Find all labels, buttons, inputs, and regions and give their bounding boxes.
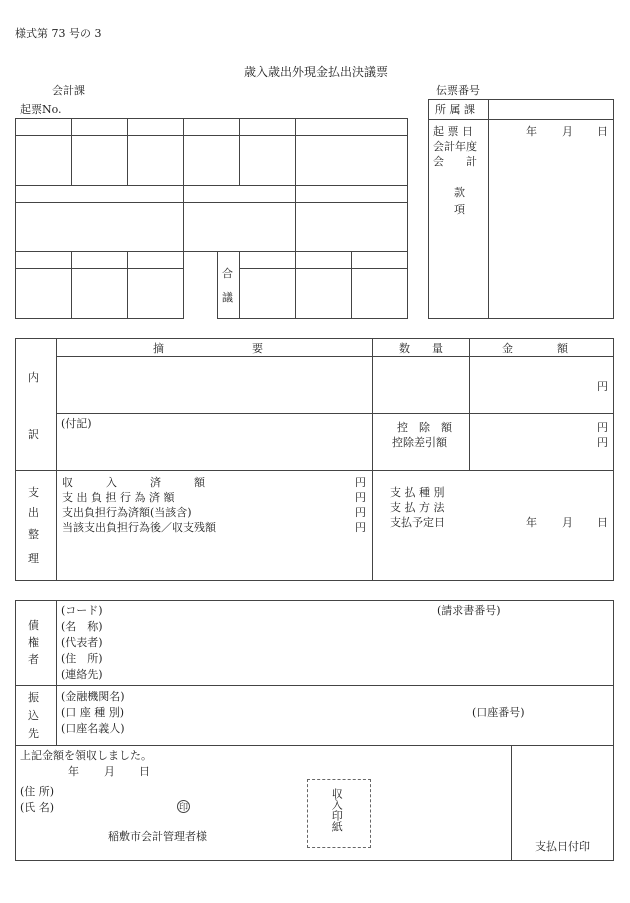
receipt-address: (住 所) [20,785,55,798]
transfer-side-2: 込 [28,709,39,722]
received-yen: 円 [355,476,366,489]
draft-no-label: 起票No. [20,103,62,116]
addressee: 稲敷市会計管理者様 [108,830,207,843]
draft-date-month: 月 [562,125,573,138]
voucher-no-label: 伝票番号 [436,84,480,97]
pay-type-label: 支 払 種 別 [390,486,445,499]
seal-mark: 印 [177,800,190,813]
receipt-month: 月 [104,765,115,778]
invoice-no-label: (請求書番号) [437,604,501,617]
balance-after-yen: 円 [355,521,366,534]
col-summary: 摘 要 [153,342,263,355]
pay-date-month: 月 [562,516,573,529]
payment-side-4: 理 [28,552,39,565]
breakdown-table [15,338,614,581]
receipt-name: (氏 名) [20,801,55,814]
creditor-side-2: 権 [28,636,39,649]
breakdown-side-1: 内 [28,371,39,384]
approval-gou: 合 [222,267,233,280]
pay-date-year: 年 [526,516,537,529]
account-type: (口 座 種 別) [61,706,125,719]
committed-yen: 円 [355,491,366,504]
creditor-contact: (連絡先) [61,668,103,681]
committed-current-label: 支出負担行為済額(当該含) [62,506,192,519]
draft-date-label: 起 票 日 [433,125,473,138]
receipt-year: 年 [68,765,79,778]
revenue-stamp-area [307,779,371,848]
pay-method-label: 支 払 方 法 [390,501,445,514]
col-amount: 金 額 [502,342,568,355]
form-number: 様式第 73 号の 3 [15,27,102,40]
dept-label: 会計課 [52,84,85,97]
bank-name: (金融機関名) [61,690,125,703]
affiliation-label: 所 属 課 [435,103,475,116]
kou-label: 項 [454,203,465,216]
deduction-balance-label: 控除差引額 [392,436,447,449]
draft-date-year: 年 [526,125,537,138]
payment-side-1: 支 [28,486,39,499]
col-quantity: 数 量 [399,342,443,355]
amount-yen: 円 [597,380,608,393]
draft-date-day: 日 [597,125,608,138]
committed-amount-label: 支 出 負 担 行 為 済 額 [62,491,175,504]
form-title: 歳入歳出外現金払出決議票 [244,65,389,79]
creditor-code: (コード) [61,604,103,617]
creditor-representative: (代表者) [61,636,103,649]
revenue-stamp-label: 収入印紙 [330,788,344,832]
receipt-statement: 上記金額を領収しました。 [20,749,152,762]
creditor-address: (住 所) [61,652,103,665]
payment-date-seal-label: 支払日付印 [535,840,590,853]
creditor-name: (名 称) [61,620,103,633]
pay-date-label: 支払予定日 [390,516,445,529]
creditor-side-1: 債 [28,619,39,632]
deduction-balance-yen: 円 [597,436,608,449]
account-no: (口座番号) [472,706,525,719]
committed-current-yen: 円 [355,506,366,519]
note-label: (付記) [61,417,92,430]
transfer-side-3: 先 [28,727,39,740]
received-amount-label: 収 入 済 額 [62,476,205,489]
balance-after-label: 当該支出負担行為後／収支残額 [62,521,216,534]
breakdown-side-2: 訳 [28,428,39,441]
deduction-label: 控 除 額 [397,421,452,434]
transfer-side-1: 振 [28,691,39,704]
approval-gi: 議 [222,291,233,304]
fiscal-year-label: 会計年度 [433,140,477,153]
payment-side-3: 整 [28,528,39,541]
creditor-side-3: 者 [28,653,39,666]
receipt-day: 日 [139,765,150,778]
account-holder: (口座名義人) [61,722,125,735]
pay-date-day: 日 [597,516,608,529]
payment-side-2: 出 [28,506,39,519]
kan-label: 款 [454,186,465,199]
deduction-yen: 円 [597,421,608,434]
account-label: 会 計 [433,155,477,168]
